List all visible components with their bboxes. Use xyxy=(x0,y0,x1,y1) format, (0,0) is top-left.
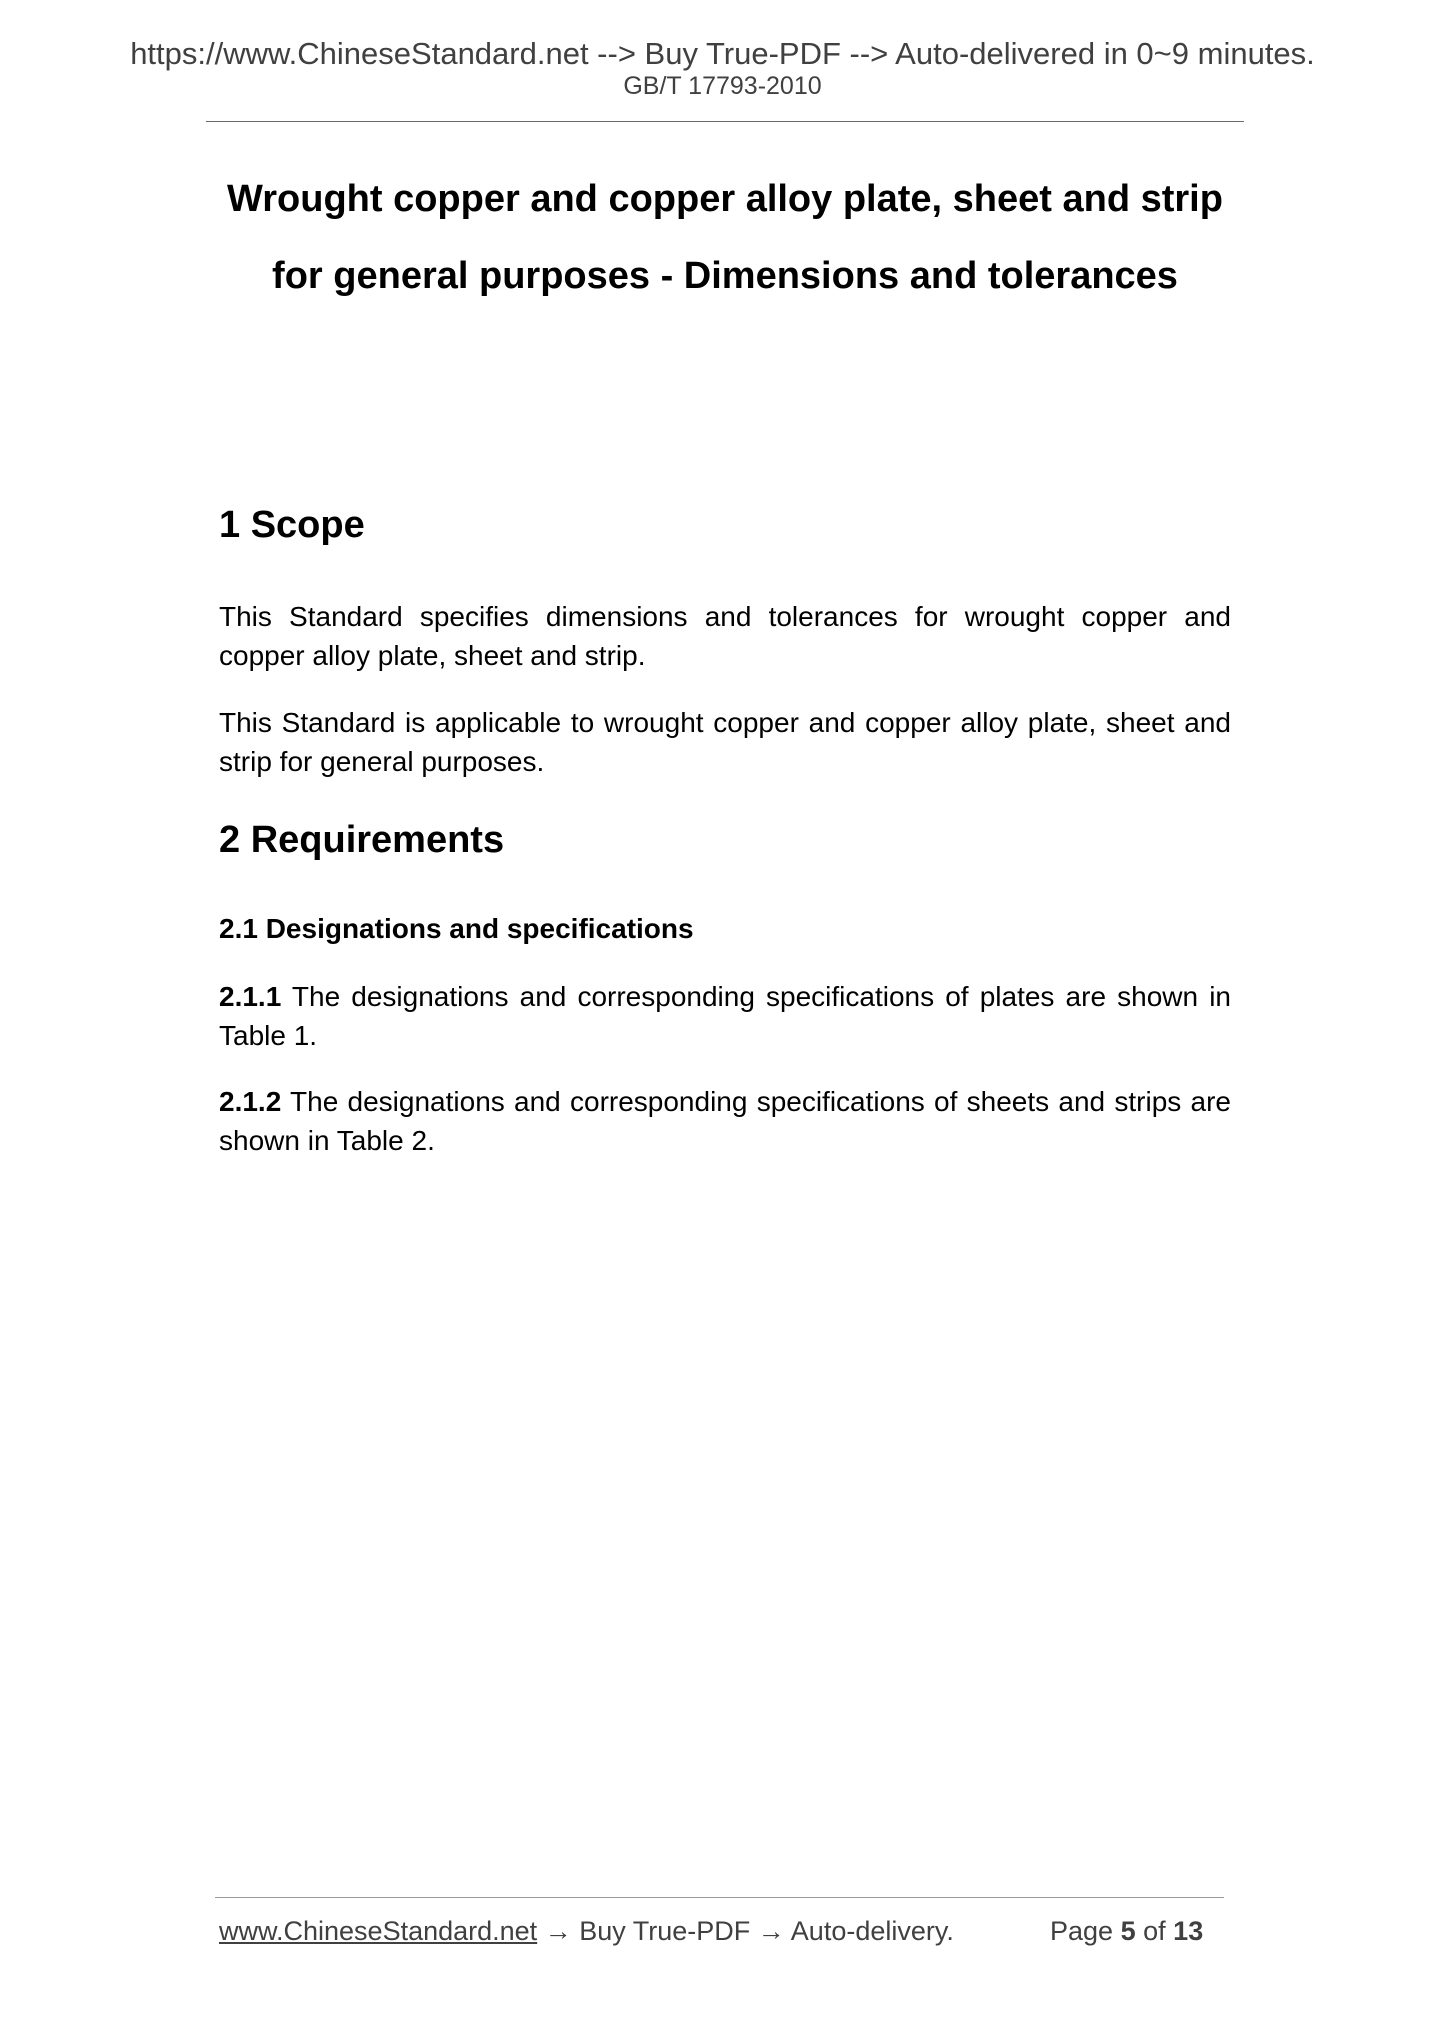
scope-heading: 1 Scope xyxy=(219,504,365,546)
footer-buy-text: Buy True-PDF xyxy=(579,1916,751,1946)
scope-paragraph-2-wrap xyxy=(219,703,1231,781)
site-banner[interactable]: https://www.ChineseStandard.net --> Buy True-PDF --> Auto-delivered in 0~9 minutes. xyxy=(130,36,1315,71)
footer-divider xyxy=(215,1897,1224,1898)
clause-2-1-1-wrap xyxy=(219,977,1231,1055)
standard-number: GB/T 17793-2010 xyxy=(623,72,822,100)
clause-number: 2.1.1 xyxy=(219,981,282,1012)
clause-2-1-2-wrap xyxy=(219,1082,1231,1160)
document-title: Wrought copper and copper alloy plate, sheet and strip for general purposes - Dimensions and tolerances xyxy=(227,178,1223,297)
page-total: 13 xyxy=(1173,1916,1204,1946)
page-current: 5 xyxy=(1120,1916,1136,1946)
requirements-heading: 2 Requirements xyxy=(219,819,505,861)
requirements-section xyxy=(219,818,1231,864)
designations-subsection xyxy=(219,912,1231,946)
designations-heading: 2.1 Designations and specifications xyxy=(219,913,694,944)
clause-text: The designations and corresponding specifications of plates are shown in Table 1. xyxy=(219,981,1231,1051)
page-of: of xyxy=(1143,1916,1166,1946)
clause-number: 2.1.2 xyxy=(219,1086,282,1117)
scope-paragraph-2: This Standard is applicable to wrought copper and copper alloy plate, sheet and strip for general purposes. xyxy=(219,707,1231,777)
clause-2-1-1 xyxy=(219,977,1231,1055)
scope-section xyxy=(219,503,1231,549)
page-indicator xyxy=(1050,1916,1203,1947)
arrow-icon: → xyxy=(757,1916,785,1946)
page-label: Page xyxy=(1050,1916,1114,1946)
scope-paragraph-1-wrap xyxy=(219,597,1231,675)
scope-paragraph-1: This Standard specifies dimensions and tolerances for wrought copper and copper alloy plate, sheet and strip. xyxy=(219,601,1231,671)
clause-2-1-2 xyxy=(219,1082,1231,1160)
footer-site-link[interactable]: www.ChineseStandard.net xyxy=(219,1916,538,1946)
header-divider xyxy=(206,121,1244,122)
footer-delivery-text: Auto-delivery. xyxy=(790,1916,954,1946)
arrow-icon: → xyxy=(544,1916,572,1946)
footer-links xyxy=(219,1916,954,1947)
clause-text: The designations and corresponding specifications of sheets and strips are shown in Table 2. xyxy=(219,1086,1231,1156)
